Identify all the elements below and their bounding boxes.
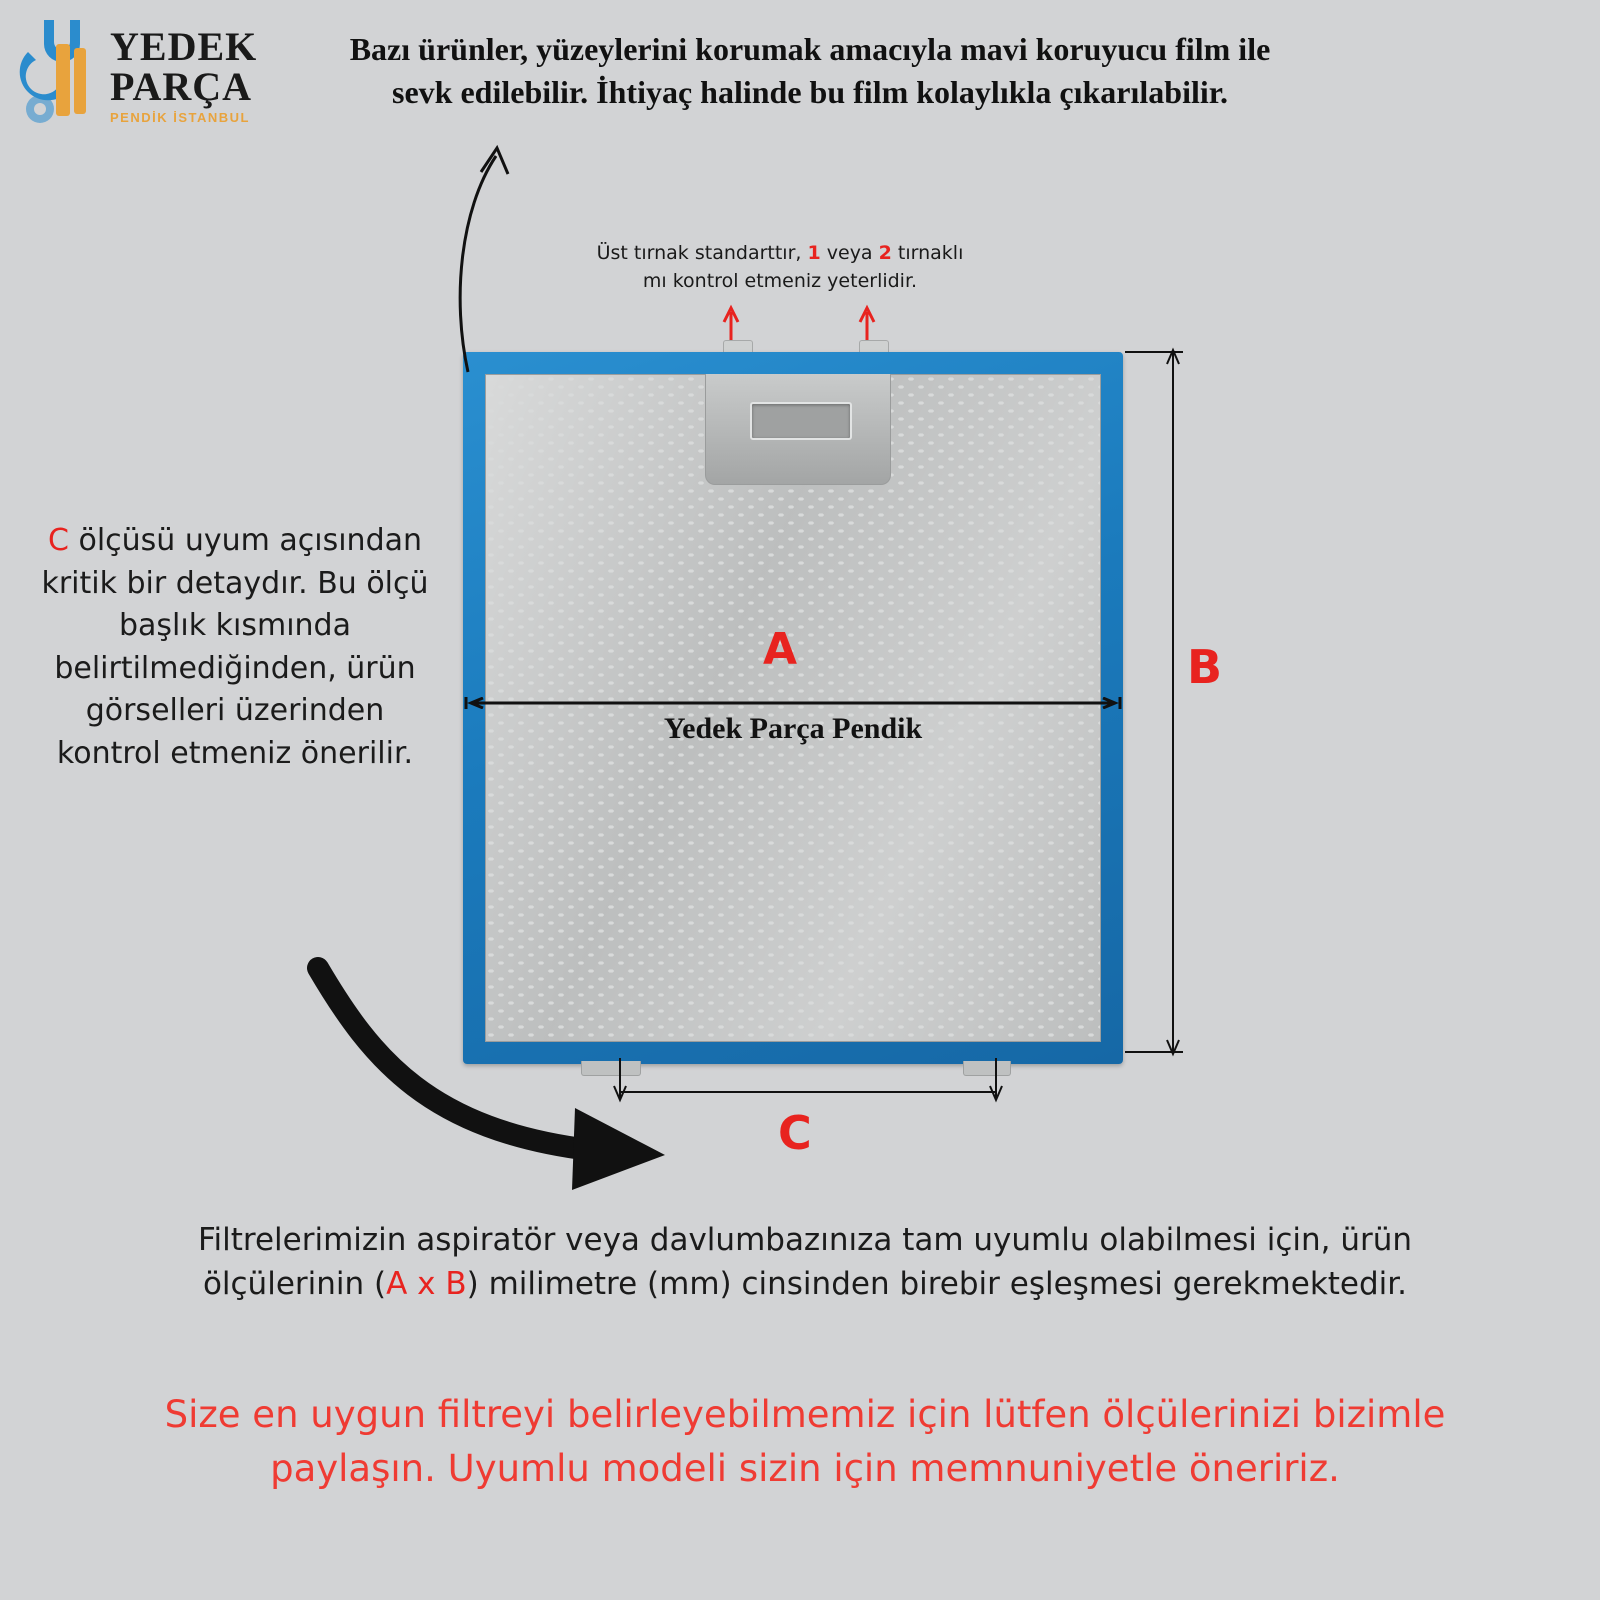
tab-note-part-1: Üst tırnak standarttır,: [596, 242, 808, 264]
watermark-text: Yedek Parça Pendik: [663, 712, 923, 745]
logo-line-2: PARÇA: [110, 64, 253, 109]
c-letter-highlight: C: [47, 523, 69, 558]
dimension-b-label: B: [1187, 640, 1223, 694]
c-measure-note-text: ölçüsü uyum açısından kritik bir detaydır. Bu ölçü başlık kısmında belirtilmediğinden, ürün görselleri üzerinden kontrol etmeniz önerilir.: [41, 523, 429, 771]
wrench-gear-logo-icon: [10, 14, 110, 134]
dimension-b: [1125, 340, 1255, 1080]
top-tab-indicator-arrows: [724, 308, 874, 340]
handle-slot-icon: [750, 402, 852, 440]
tab-note-number-2: 2: [878, 242, 892, 264]
dimension-c-label: C: [778, 1106, 812, 1160]
filter-handle: [705, 374, 891, 485]
ab-highlight: A x B: [386, 1266, 467, 1303]
logo-wordmark: [110, 24, 310, 125]
call-to-action-text: Size en uygun filtreyi belirleyebilmemiz için lütfen ölçülerinizi bizimle paylaşın. Uyumlu modeli sizin için memnuniyetle öneririz.: [164, 1393, 1446, 1490]
c-measure-note: [40, 520, 430, 776]
dimension-c: [600, 1058, 1020, 1178]
logo-subtitle: PENDİK İSTANBUL: [110, 110, 250, 125]
tab-count-note: [520, 240, 1040, 295]
blue-film-callout-arrow: [460, 148, 508, 372]
tab-note-part-3: tırnaklı: [891, 242, 964, 264]
brand-logo: [10, 14, 310, 144]
tab-note-line-2: mı kontrol etmeniz yeterlidir.: [642, 269, 918, 292]
logo-line-1: YEDEK: [110, 24, 258, 69]
dimension-a-arrow: [463, 694, 1123, 706]
top-heading: Bazı ürünler, yüzeylerini korumak amacıyla mavi koruyucu film ile sevk edilebilir. İhtiyaç halinde bu film kolaylıkla çıkarılabilir.: [349, 31, 1271, 110]
compatibility-note-part-2: ) milimetre (mm) cinsinden birebir eşleşmesi gerekmektedir.: [466, 1266, 1408, 1303]
grease-filter-illustration: [463, 352, 1123, 1064]
compatibility-note-part-1: Filtrelerimizin aspiratör veya davlumbazınıza tam uyumlu olabilmesi için, ürün ölçülerinin (: [197, 1222, 1413, 1303]
dimension-a-label: A: [763, 624, 798, 675]
compatibility-note: [120, 1218, 1490, 1306]
tab-note-part-2: veya: [820, 242, 879, 264]
tab-note-number-1: 1: [807, 242, 821, 264]
